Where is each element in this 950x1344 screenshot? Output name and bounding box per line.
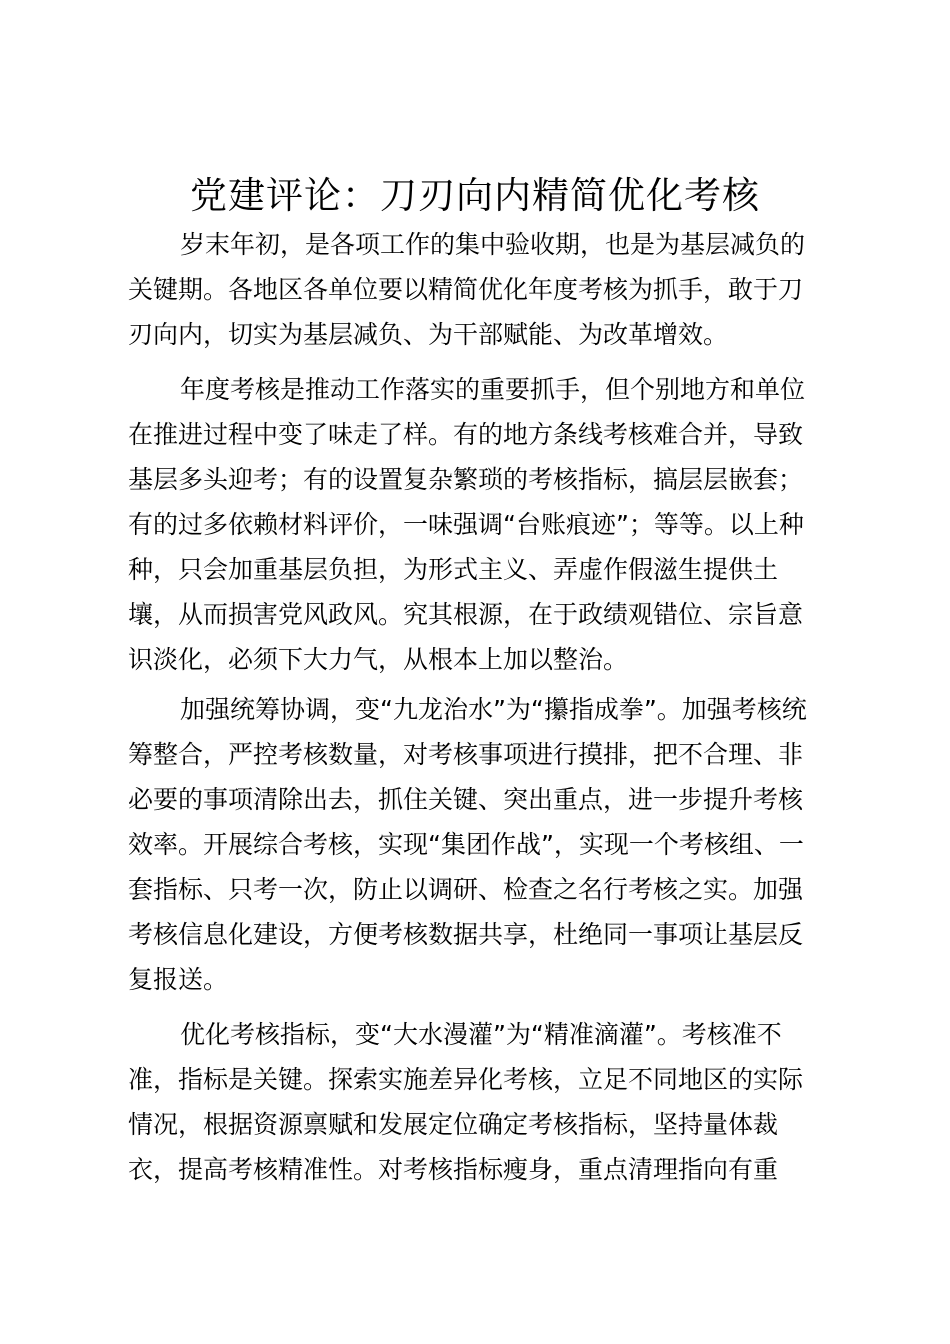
paragraph-line: 优化考核指标，变“大水漫灌”为“精准滴灌”。考核准不 — [180, 1020, 782, 1049]
paragraph-1 — [128, 222, 828, 357]
paragraph-line: 考核信息化建设，方便考核数据共享，杜绝同一事项让基层反 — [128, 920, 804, 949]
paragraph-line: 基层多头迎考；有的设置复杂繁琐的考核指标，搞层层嵌套； — [128, 465, 804, 494]
paragraph-line: 套指标、只考一次，防止以调研、检查之名行考核之实。加强 — [128, 875, 804, 904]
document-body — [128, 222, 828, 1198]
paragraph-line: 有的过多依赖材料评价，一味强调“台账痕迹”；等等。以上种 — [128, 510, 804, 539]
paragraph-line: 关键期。各地区各单位要以精简优化年度考核为抓手，敢于刀 — [128, 275, 804, 304]
paragraph-line: 必要的事项清除出去，抓住关键、突出重点，进一步提升考核 — [128, 785, 804, 814]
paragraph-line: 情况，根据资源禀赋和发展定位确定考核指标，坚持量体裁 — [128, 1110, 779, 1139]
paragraph-line: 年度考核是推动工作落实的重要抓手，但个别地方和单位 — [180, 375, 806, 404]
paragraph-line: 加强统筹协调，变“九龙治水”为“攥指成拳”。加强考核统 — [180, 695, 807, 724]
paragraph-line: 壤，从而损害党风政风。究其根源，在于政绩观错位、宗旨意 — [128, 600, 804, 629]
paragraph-line: 岁末年初，是各项工作的集中验收期，也是为基层减负的 — [180, 230, 806, 259]
paragraph-line: 衣，提高考核精准性。对考核指标瘦身，重点清理指向有重 — [128, 1155, 779, 1184]
paragraph-line: 刃向内，切实为基层减负、为干部赋能、为改革增效。 — [128, 320, 729, 349]
paragraph-line: 筹整合，严控考核数量，对考核事项进行摸排，把不合理、非 — [128, 740, 804, 769]
paragraph-2 — [128, 367, 828, 682]
paragraph-line: 准，指标是关键。探索实施差异化考核，立足不同地区的实际 — [128, 1065, 804, 1094]
paragraph-line: 在推进过程中变了味走了样。有的地方条线考核难合并，导致 — [128, 420, 804, 449]
document-title: 党建评论：刀刃向内精简优化考核 — [190, 174, 760, 217]
paragraph-3 — [128, 687, 828, 1002]
paragraph-line: 识淡化，必须下大力气，从根本上加以整治。 — [128, 645, 629, 674]
paragraph-4 — [128, 1012, 828, 1192]
paragraph-line: 复报送。 — [128, 965, 229, 994]
paragraph-line: 效率。开展综合考核，实现“集团作战”，实现一个考核组、一 — [128, 830, 804, 859]
paragraph-line: 种，只会加重基层负担，为形式主义、弄虚作假滋生提供土 — [128, 555, 779, 584]
